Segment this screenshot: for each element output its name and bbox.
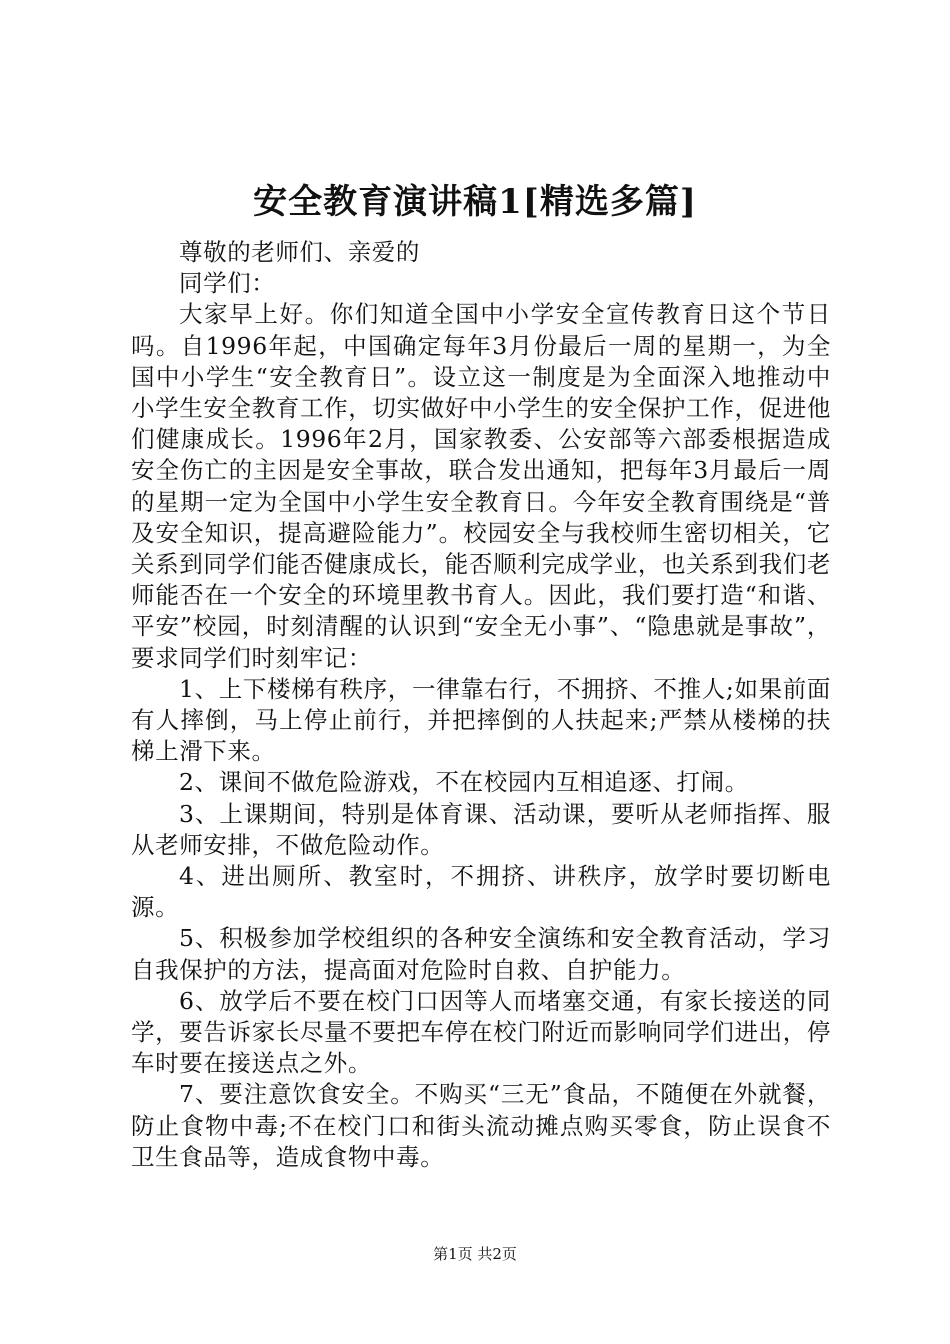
salutation-line-1: 尊敬的老师们、亲爱的 [179,238,420,266]
paragraph-rule-7: 7、要注意饮食安全。不购买“三无”食品，不随便在外就餐，防止食物中毒;不在校门口和街头流动摊点购买零食，防止误食不卫生食品等，造成食物中毒。 [131,1080,831,1171]
page-footer: 第1页 共2页 [433,1245,517,1263]
paragraph-rule-1: 1、上下楼梯有秩序，一律靠右行，不拥挤、不推人;如果前面有人摔倒，马上停止前行，并把摔倒的人扶起来;严禁从楼梯的扶梯上滑下来。 [131,674,831,766]
paragraph-rule-3: 3、上课期间，特别是体育课、活动课，要听从老师指挥、服从老师安排，不做危险动作。 [131,799,831,859]
salutation-line-2: 同学们： [179,269,276,298]
document-title: 安全教育演讲稿1[精选多篇] [253,182,697,222]
paragraph-rule-2: 2、课间不做危险游戏，不在校园内互相追逐、打闹。 [179,768,749,797]
paragraph-intro: 大家早上好。你们知道全国中小学安全宣传教育日这个节日吗。自1996年起，中国确定每年3月份最后一周的星期一，为全国中小学生“安全教育日”。设立这一制度是为全面深入地推动中小学生安全教育工作，切实做好中小学生的安全保护工作，促进他们健康成长。1996年2月，国家教委、公安部等六部委根据造成安全伤亡的主因是安全事故，联合发出通知，把每年3月最后一周的星期一定为全国中小学生安全教育日。今年安全教育围绕是“普及安全知识，提高避险能力”。校园安全与我校师生密切相关，它关系到同学们能否健康成长，能否顺利完成学业，也关系到我们老师能否在一个安全的环境里教书育人。因此，我们要打造“和谐、平安”校园，时刻清醒的认识到“安全无小事”、“隐患就是事故”，要求同学们时刻牢记： [131,300,831,672]
paragraph-rule-4: 4、进出厕所、教室时，不拥挤、讲秩序，放学时要切断电源。 [131,862,831,922]
paragraph-rule-6: 6、放学后不要在校门口因等人而堵塞交通，有家长接送的同学，要告诉家长尽量不要把车停在校门附近而影响同学们进出，停车时要在接送点之外。 [131,986,831,1078]
paragraph-rule-5: 5、积极参加学校组织的各种安全演练和安全教育活动，学习自我保护的方法，提高面对危险时自救、自护能力。 [131,924,831,984]
document-body [131,237,831,1173]
